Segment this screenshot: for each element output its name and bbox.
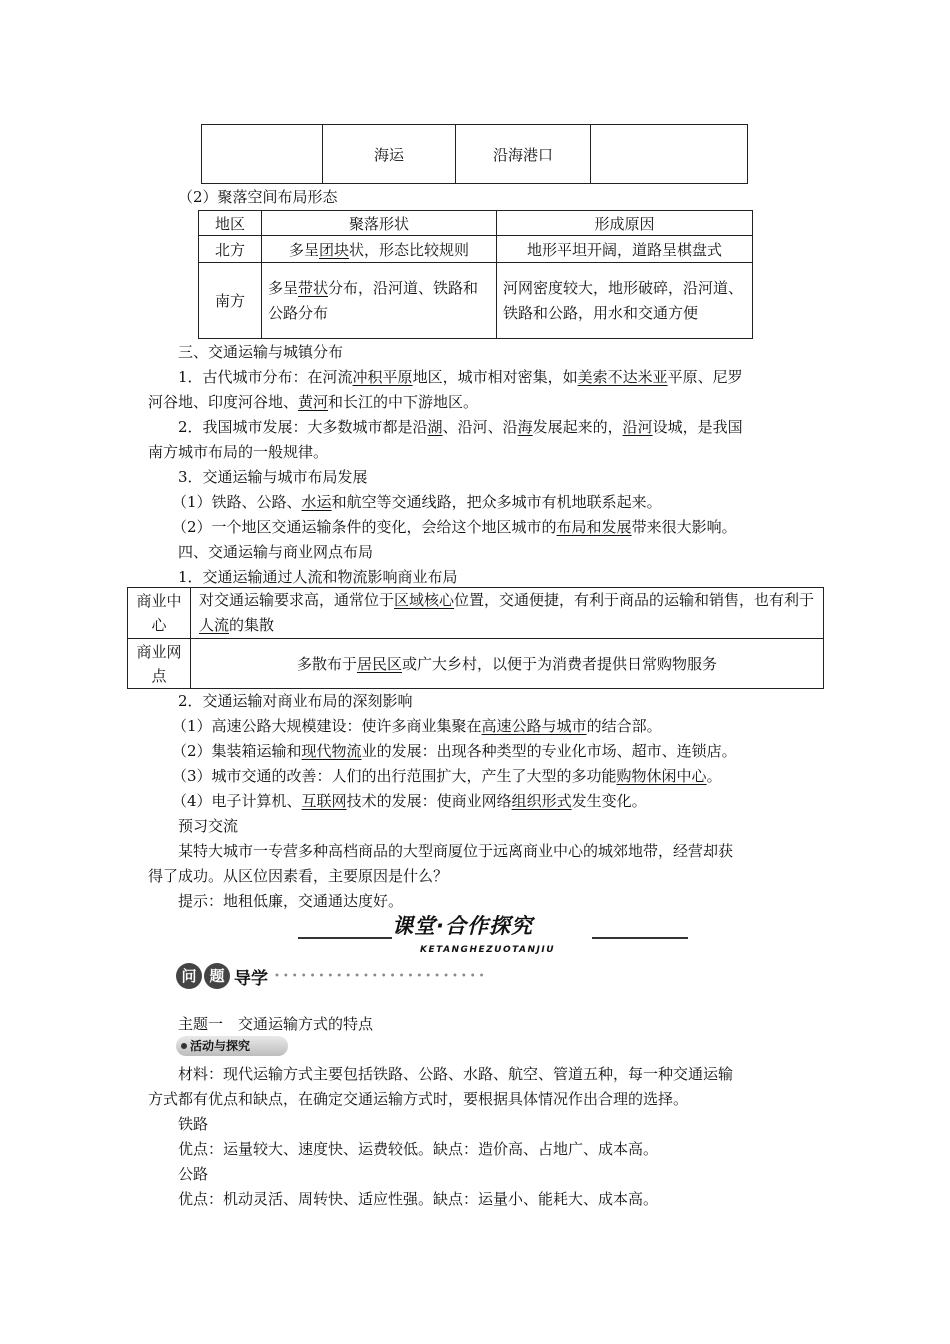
paragraph: 优点：机动灵活、周转快、适应性强。缺点：运量小、能耗大、成本高。 [178, 1190, 659, 1208]
header-cell: 地区 [199, 211, 262, 236]
settlement-table [198, 210, 753, 339]
region-cell: 南方 [199, 263, 262, 339]
dotted-rule: •••••••••••••••••••••••• [274, 970, 488, 982]
paragraph: 2．交通运输对商业布局的深刻影响 [178, 692, 413, 710]
subheading: 铁路 [178, 1115, 209, 1133]
guide-char: 题 [204, 963, 230, 989]
paragraph: 得了成功。从区位因素看，主要原因是什么？ [148, 867, 449, 885]
table-cell [202, 125, 323, 184]
commerce-table [127, 587, 824, 689]
table-cell: 沿海港口 [456, 125, 591, 184]
paragraph: （3）城市交通的改善：人们的出行范围扩大，产生了大型的多功能购物休闲中心。 [172, 767, 722, 785]
paragraph: 南方城市布局的一般规律。 [148, 443, 329, 461]
paragraph: 河谷地、印度河谷地、黄河和长江的中下游地区。 [148, 393, 479, 411]
shape-cell: 多呈团块状，形态比较规则 [262, 236, 497, 263]
paragraph: （1）铁路、公路、水运和航空等交通线路，把众多城市有机地联系起来。 [172, 493, 662, 511]
preview-title: 预习交流 [178, 817, 239, 835]
paragraph: （2）一个地区交通运输条件的变化，会给这个地区城市的布局和发展带来很大影响。 [172, 518, 737, 536]
label-cell: 商业中心 [128, 588, 191, 639]
transport-table-fragment [201, 124, 748, 184]
paragraph: 优点：运量较大、速度快、运费较低。缺点：造价高、占地广、成本高。 [178, 1140, 659, 1158]
reason-cell: 地形平坦开阔，道路呈棋盘式 [497, 236, 753, 263]
paragraph: 1．古代城市分布：在河流冲积平原地区，城市相对密集，如美索不达米亚平原、尼罗 [178, 368, 743, 386]
paragraph: （4）电子计算机、互联网技术的发展：使商业网络组织形式发生变化。 [172, 792, 647, 810]
banner-title: 课堂·合作探究 [392, 914, 533, 938]
section-title: 三、交通运输与城镇分布 [178, 343, 344, 361]
hint: 提示：地租低廉，交通通达度好。 [178, 892, 404, 910]
topic-title: 主题一 交通运输方式的特点 [178, 1015, 374, 1033]
content-cell: 对交通运输要求高，通常位于区域核心位置，交通便捷，有利于商品的运输和销售，也有利于人流的集散 [191, 588, 824, 639]
subheading: 公路 [178, 1165, 209, 1183]
section-title: 四、交通运输与商业网点布局 [178, 543, 374, 561]
paragraph: 某特大城市一专营多种高档商品的大型商厦位于远离商业中心的城郊地带，经营却获 [178, 842, 734, 860]
paragraph: （1）高速公路大规模建设：使许多商业集聚在高速公路与城市的结合部。 [172, 717, 662, 735]
table-cell [591, 125, 748, 184]
guide-char: 问 [176, 963, 202, 989]
settlement-heading: （2）聚落空间布局形态 [178, 188, 338, 206]
paragraph: 材料：现代运输方式主要包括铁路、公路、水路、航空、管道五种，每一种交通运输 [178, 1065, 734, 1083]
content-cell: 多散布于居民区或广大乡村，以便于为消费者提供日常购物服务 [191, 639, 824, 689]
table-cell: 海运 [323, 125, 456, 184]
region-cell: 北方 [199, 236, 262, 263]
banner-pinyin: KETANGHEZUOTANJIU [420, 945, 556, 955]
banner-title-box [392, 913, 592, 939]
guide-heading [176, 962, 488, 990]
reason-cell: 河网密度较大，地形破碎，沿河道、铁路和公路，用水和交通方便 [497, 263, 753, 339]
header-cell: 形成原因 [497, 211, 753, 236]
paragraph: 方式都有优点和缺点，在确定交通运输方式时，要根据具体情况作出合理的选择。 [148, 1090, 689, 1108]
activity-pill: 活动与探究 [176, 1036, 288, 1056]
shape-cell: 多呈带状分布，沿河道、铁路和公路分布 [262, 263, 497, 339]
paragraph: 3．交通运输与城市布局发展 [178, 468, 368, 486]
guide-label: 导学 [234, 968, 268, 989]
label-cell: 商业网点 [128, 639, 191, 689]
header-cell: 聚落形状 [262, 211, 497, 236]
paragraph: 1．交通运输通过人流和物流影响商业布局 [178, 568, 458, 586]
paragraph: 2．我国城市发展：大多数城市都是沿湖、沿河、沿海发展起来的，沿河设城，是我国 [178, 418, 743, 436]
paragraph: （2）集装箱运输和现代物流业的发展：出现各种类型的专业化市场、超市、连锁店。 [172, 742, 737, 760]
